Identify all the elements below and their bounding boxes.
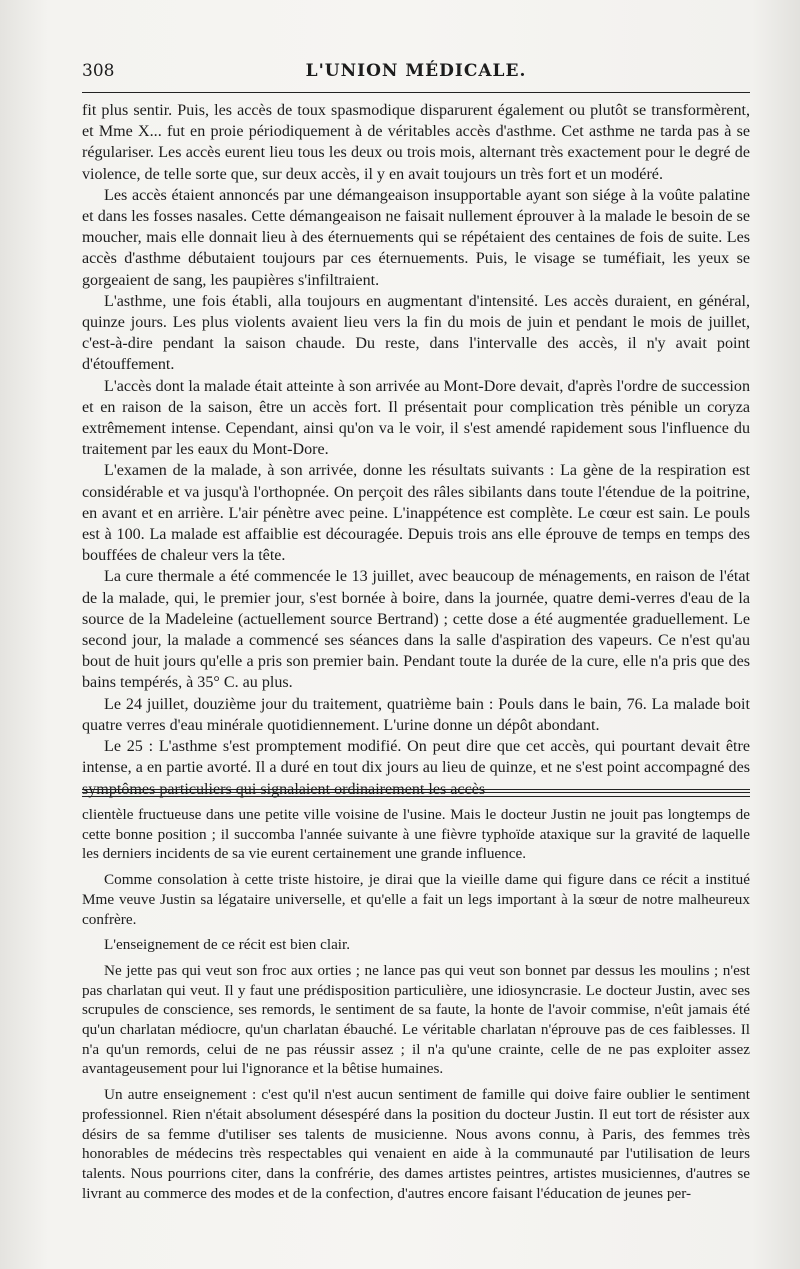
article-paragraph: L'accès dont la malade était atteinte à son arrivée au Mont-Dore devait, d'après l'ordre de succession et en raison de la saison, être un accès fort. Il présentait pour complication très pénible un coryza extrêmement intense. Cependant, ainsi qu'on va le voir, il s'est amendé rapidement sous l'influence du traitement par les eaux du Mont-Dore. xyxy=(82,377,750,459)
feuilleton-paragraph: clientèle fructueuse dans une petite ville voisine de l'usine. Mais le docteur Justin ne jouit pas longtemps de cette bonne position ; il succomba l'année suivante à une fièvre typhoïde ataxique sur la gravité de laquelle les derniers incidents de sa vie eurent certainement une grande influence. xyxy=(82,806,750,863)
page-header xyxy=(82,55,750,89)
header-rule xyxy=(82,92,750,93)
article-paragraph: L'asthme, une fois établi, alla toujours en augmentant d'intensité. Les accès duraient, en général, quinze jours. Les plus violents avaient lieu vers la fin du mois de juin et pendant le mois de juillet, c'est-à-dire pendant la saison chaude. Du reste, dans l'intervalle des accès, il n'y avait point d'étouffement. xyxy=(82,292,750,374)
feuilleton-paragraph: Un autre enseignement : c'est qu'il n'est aucun sentiment de famille qui doive faire oublier le sentiment professionnel. Rien n'était absolument désespéré dans la position du docteur Justin. Il eut tort de résister aux désirs de sa femme d'utiliser ses talents de musicienne. Nous avons connu, à Paris, des femmes très honorables de médecins très respectables qui venaient en aide à la communauté par l'utilisation de leurs talents. Nous pourrions citer, dans la confrérie, des dames artistes peintres, artistes musiciennes, d'autres se livrant au commerce des modes et de la confection, d'autres encore faisant l'éducation de jeunes per- xyxy=(82,1086,750,1202)
article-paragraph: La cure thermale a été commencée le 13 juillet, avec beaucoup de ménagements, en raison de l'état de la malade, qui, le premier jour, s'est bornée à boire, dans la journée, quatre demi-verres d'eau de la source de la Madeleine (actuellement source Bertrand) ; cette dose a été augmentée graduellement. Le second jour, la malade a commencé ses séances dans la salle d'aspiration des vapeurs. Ce n'est qu'au bout de huit jours qu'elle a pris son premier bain. Pendant toute la durée de la cure, elle n'a pris que des bains tempérés, à 35° C. au plus. xyxy=(82,568,750,692)
feuilleton-paragraph: Comme consolation à cette triste histoire, je dirai que la vieille dame qui figure dans ce récit a institué Mme veuve Justin sa légataire universelle, et qu'elle a fait un legs important à la sœur de notre malheureux confrère. xyxy=(82,871,750,928)
article-paragraph: fit plus sentir. Puis, les accès de toux spasmodique disparurent également ou plutôt se transformèrent, et Mme X... fut en proie périodiquement à de véritables accès d'asthme. Cet asthme ne tarda pas à se régulariser. Les accès eurent lieu tous les deux ou trois mois, alternant très exactement pour le degré de violence, de telle sorte que, sur deux accès, il y en avait toujours un très fort et un modéré. xyxy=(82,102,750,183)
feuilleton-separator xyxy=(82,789,750,797)
article-body xyxy=(82,100,750,800)
article-paragraph: Le 24 juillet, douzième jour du traitement, quatrième bain : Pouls dans le bain, 76. La malade boit quatre verres d'eau minérale quotidiennement. L'urine donne un dépôt abondant. xyxy=(82,695,750,734)
article-paragraph: Les accès étaient annoncés par une démangeaison insupportable ayant son siége à la voûte palatine et dans les fosses nasales. Cette démangeaison ne faisait nullement éprouver à la malade le besoin de se moucher, mais elle donnait lieu à des éternuements qui se répétaient des centaines de fois de suite. Les accès d'asthme débutaient toujours par ces éternuements. Puis, le visage se tuméfiait, les yeux se gorgeaient de sang, les paupières s'infiltraient. xyxy=(82,186,750,289)
feuilleton-paragraph: Ne jette pas qui veut son froc aux orties ; ne lance pas qui veut son bonnet par dessus les moulins ; n'est pas charlatan qui veut. Il y faut une prédisposition particulière, une idiosyncrasie. Le docteur Justin, avec ses scrupules de conscience, ses remords, le sentiment de sa faute, la honte de l'avoir commise, n'eût jamais été qu'un charlatan médiocre, qu'un charlatan ébauché. Le véritable charlatan n'éprouve pas de ces faiblesses. Il n'a qu'un remords, celui de ne pas réussir assez ; il n'a qu'une crainte, celle de ne pas exploiter assez avantageusement pour lui l'ignorance et la bêtise humaines. xyxy=(82,961,750,1078)
article-paragraph: Le 25 : L'asthme s'est promptement modifié. On peut dire que cet accès, qui pourtant devait être intense, a en partie avorté. Il a duré en tout dix jours au lieu de quinze, et ne s'est point accompagné des symptômes particuliers qui signalaient ordinairement les accès xyxy=(82,738,750,798)
running-title: L'UNION MÉDICALE. xyxy=(305,61,527,81)
feuilleton-body xyxy=(82,805,750,1209)
article-paragraph: L'examen de la malade, à son arrivée, donne les résultats suivants : La gène de la respiration est considérable et va jusqu'à l'orthopnée. On perçoit des râles sibilants dans toute l'étendue de la poitrine, en avant et en arrière. L'air pénètre avec peine. L'inappétence est complète. Le cœur est sain. Le pouls est à 100. La malade est affaiblie est découragée. Depuis trois ans elle éprouve de temps en temps des bouffées de chaleur vers la tête. xyxy=(82,462,750,565)
feuilleton-paragraph: L'enseignement de ce récit est bien clair. xyxy=(104,936,351,954)
page-number: 308 xyxy=(82,61,115,81)
